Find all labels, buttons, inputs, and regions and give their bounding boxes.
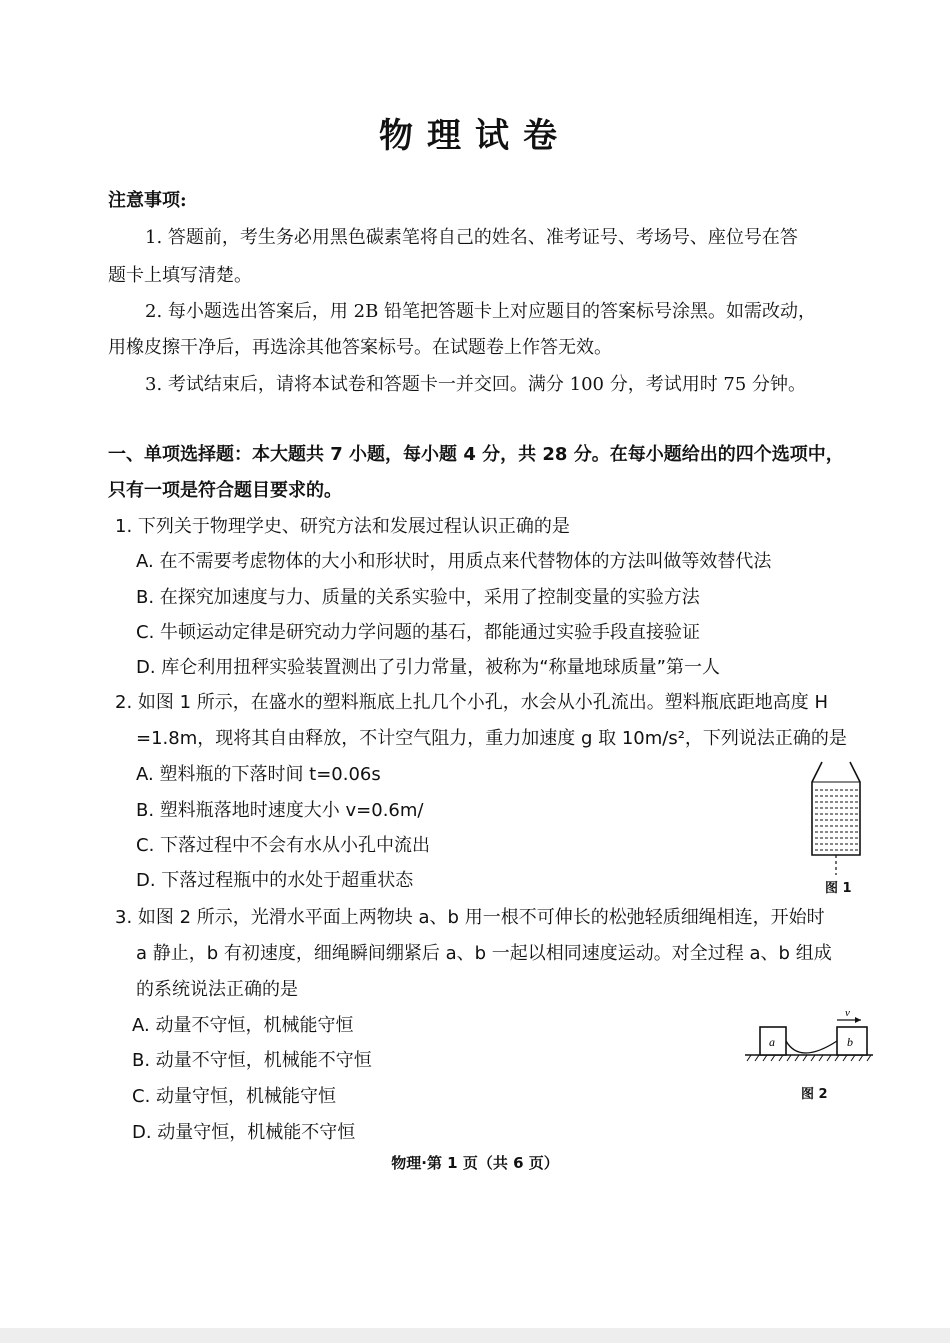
section-heading: 只有一项是符合题目要求的。 xyxy=(108,480,342,501)
figure-1-caption: 图 1 xyxy=(825,881,852,896)
option-c: C. 牛顿运动定律是研究动力学问题的基石，都能通过实验手段直接验证 xyxy=(136,622,701,643)
option-a: A. 在不需要考虑物体的大小和形状时，用质点来代替物体的方法叫做等效替代法 xyxy=(136,551,772,572)
page-title: 物理试卷 xyxy=(379,116,571,156)
option-a: A. 动量不守恒，机械能守恒 xyxy=(132,1015,354,1036)
option-c: C. 动量守恒，机械能守恒 xyxy=(132,1086,337,1107)
question-stem: 的系统说法正确的是 xyxy=(136,979,298,1000)
question-stem: a 静止，b 有初速度，细绳瞬间绷紧后 a、b 一起以相同速度运动。对全过程 a、b 组成 xyxy=(136,943,832,964)
notice-item: 1. 答题前，考生务必用黑色碳素笔将自己的姓名、准考证号、考场号、座位号在答 xyxy=(145,227,798,248)
figure-1-bottle xyxy=(808,760,868,880)
scan-edge xyxy=(0,1328,950,1343)
notice-item: 2. 每小题选出答案后，用 2B 铅笔把答题卡上对应题目的答案标号涂黑。如需改动， xyxy=(145,301,817,322)
notice-item: 用橡皮擦干净后，再选涂其他答案标号。在试题卷上作答无效。 xyxy=(108,337,612,358)
option-d: D. 下落过程瓶中的水处于超重状态 xyxy=(136,870,414,891)
option-b: B. 在探究加速度与力、质量的关系实验中，采用了控制变量的实验方法 xyxy=(136,587,700,608)
figure-2-blocks xyxy=(745,1005,875,1075)
notice-heading: 注意事项: xyxy=(108,190,187,211)
section-heading: 一、单项选择题：本大题共 7 小题，每小题 4 分，共 28 分。在每小题给出的四个选项中， xyxy=(108,444,844,465)
figure-2-caption: 图 2 xyxy=(801,1087,828,1102)
option-b: B. 塑料瓶落地时速度大小 v=0.6m/ xyxy=(136,800,424,821)
option-a: A. 塑料瓶的下落时间 t=0.06s xyxy=(136,764,381,785)
label-b: b xyxy=(847,1035,853,1049)
page-footer: 物理·第 1 页（共 6 页） xyxy=(391,1154,559,1172)
question-stem: 1. 下列关于物理学史、研究方法和发展过程认识正确的是 xyxy=(115,516,570,537)
option-d: D. 库仑利用扭秤实验装置测出了引力常量，被称为“称量地球质量”第一人 xyxy=(136,657,720,678)
label-a: a xyxy=(769,1035,775,1049)
question-stem: =1.8m，现将其自由释放，不计空气阻力，重力加速度 g 取 10m/s²，下列说法正确的是 xyxy=(136,728,847,749)
option-c: C. 下落过程中不会有水从小孔中流出 xyxy=(136,835,431,856)
question-stem: 2. 如图 1 所示，在盛水的塑料瓶底上扎几个小孔，水会从小孔流出。塑料瓶底距地高度 H xyxy=(115,692,829,713)
notice-item: 3. 考试结束后，请将本试卷和答题卡一并交回。满分 100 分，考试用时 75 分钟。 xyxy=(145,374,807,395)
option-d: D. 动量守恒，机械能不守恒 xyxy=(132,1122,356,1143)
option-b: B. 动量不守恒，机械能不守恒 xyxy=(132,1050,372,1071)
question-stem: 3. 如图 2 所示，光滑水平面上两物块 a、b 用一根不可伸长的松弛轻质细绳相连，开始时 xyxy=(115,907,825,928)
notice-item: 题卡上填写清楚。 xyxy=(108,265,252,286)
label-v: v xyxy=(845,1007,850,1019)
